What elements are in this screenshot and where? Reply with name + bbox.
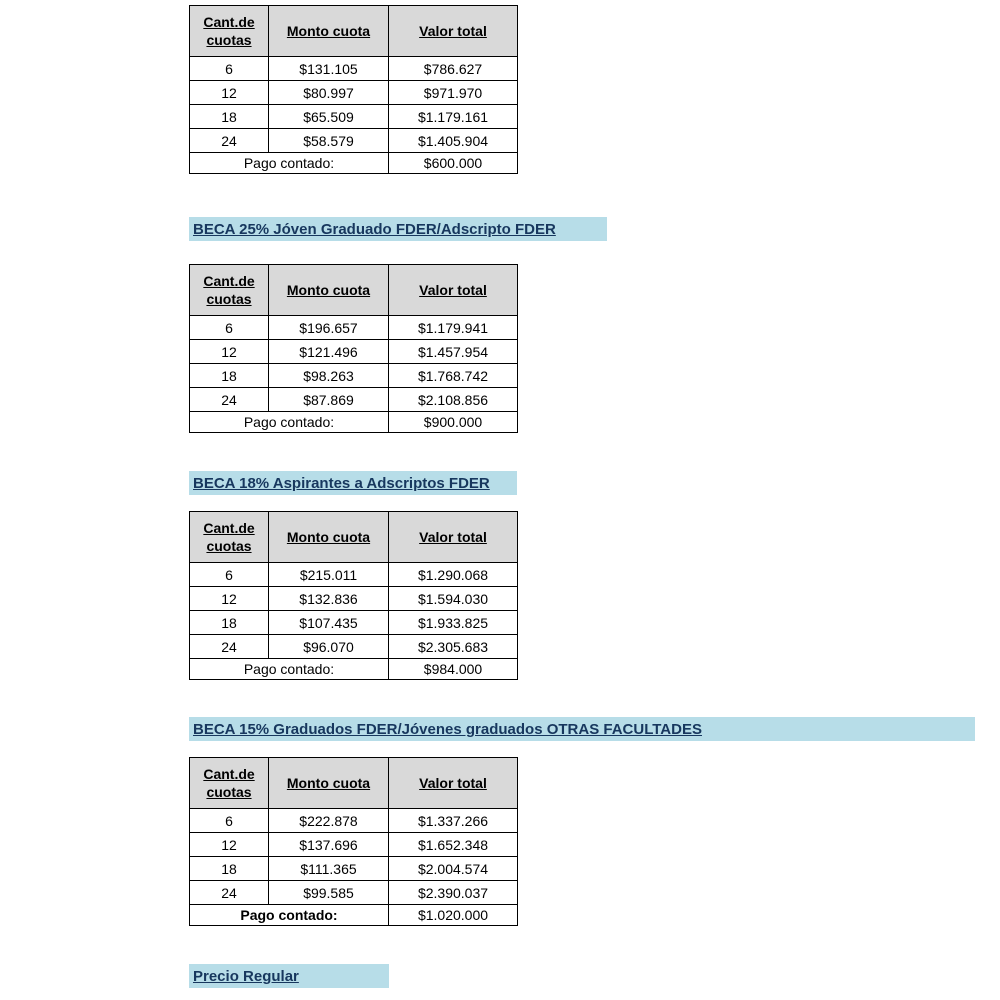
cell-valor: $1.652.348 [389, 833, 518, 857]
cell-monto: $132.836 [269, 587, 389, 611]
header-monto-cuota: Monto cuota [269, 512, 389, 563]
installments-table-1 [189, 5, 518, 174]
cell-cuotas: 6 [190, 57, 269, 81]
cell-valor: $971.970 [389, 81, 518, 105]
cell-cuotas: 12 [190, 587, 269, 611]
cell-cuotas: 18 [190, 857, 269, 881]
table-row [190, 316, 518, 340]
cell-valor: $2.390.037 [389, 881, 518, 905]
table-row [190, 857, 518, 881]
cell-valor: $1.768.742 [389, 364, 518, 388]
table-row [190, 881, 518, 905]
cell-valor: $1.933.825 [389, 611, 518, 635]
installments-table-beca-25 [189, 264, 518, 433]
cell-valor: $786.627 [389, 57, 518, 81]
cell-valor: $1.594.030 [389, 587, 518, 611]
header-cant-cuotas: Cant.de cuotas [190, 512, 269, 563]
cell-valor: $1.405.904 [389, 129, 518, 153]
installments-table-beca-18 [189, 511, 518, 680]
pago-contado-row [190, 659, 518, 680]
cell-valor: $1.179.161 [389, 105, 518, 129]
cell-monto: $196.657 [269, 316, 389, 340]
pago-contado-row [190, 412, 518, 433]
cell-monto: $121.496 [269, 340, 389, 364]
cell-valor: $2.004.574 [389, 857, 518, 881]
table-row [190, 809, 518, 833]
cell-valor: $1.179.941 [389, 316, 518, 340]
header-monto-cuota: Monto cuota [269, 758, 389, 809]
cell-monto: $111.365 [269, 857, 389, 881]
cell-valor: $2.108.856 [389, 388, 518, 412]
cell-cuotas: 18 [190, 611, 269, 635]
cell-monto: $96.070 [269, 635, 389, 659]
table-row [190, 587, 518, 611]
table-row [190, 129, 518, 153]
table-row [190, 388, 518, 412]
header-cant-cuotas: Cant.de cuotas [190, 758, 269, 809]
banner-beca-15: BECA 15% Graduados FDER/Jóvenes graduados OTRAS FACULTADES [189, 717, 975, 741]
cell-monto: $99.585 [269, 881, 389, 905]
cell-cuotas: 24 [190, 635, 269, 659]
pago-contado-row [190, 905, 518, 926]
cell-cuotas: 24 [190, 129, 269, 153]
table-row [190, 364, 518, 388]
table-header-row [190, 512, 518, 563]
cell-valor: $1.290.068 [389, 563, 518, 587]
cell-cuotas: 24 [190, 881, 269, 905]
table-row [190, 635, 518, 659]
cell-cuotas: 6 [190, 563, 269, 587]
table-header-row [190, 6, 518, 57]
pago-contado-valor: $900.000 [389, 412, 518, 433]
cell-cuotas: 6 [190, 809, 269, 833]
installments-table-beca-15 [189, 757, 518, 926]
table-header-row [190, 265, 518, 316]
header-monto-cuota: Monto cuota [269, 265, 389, 316]
table-row [190, 833, 518, 857]
cell-monto: $222.878 [269, 809, 389, 833]
cell-monto: $65.509 [269, 105, 389, 129]
table-row [190, 81, 518, 105]
table-row [190, 340, 518, 364]
banner-beca-25: BECA 25% Jóven Graduado FDER/Adscripto FDER [189, 217, 607, 241]
cell-valor: $2.305.683 [389, 635, 518, 659]
cell-cuotas: 12 [190, 833, 269, 857]
header-monto-cuota: Monto cuota [269, 6, 389, 57]
cell-monto: $137.696 [269, 833, 389, 857]
pago-contado-valor: $984.000 [389, 659, 518, 680]
pago-contado-valor: $1.020.000 [389, 905, 518, 926]
cell-valor: $1.337.266 [389, 809, 518, 833]
cell-valor: $1.457.954 [389, 340, 518, 364]
pago-contado-label: Pago contado: [190, 905, 389, 926]
header-cant-cuotas: Cant.de cuotas [190, 265, 269, 316]
pago-contado-row [190, 153, 518, 174]
cell-monto: $131.105 [269, 57, 389, 81]
header-cant-cuotas: Cant.de cuotas [190, 6, 269, 57]
banner-precio-regular: Precio Regular [189, 964, 389, 988]
cell-cuotas: 18 [190, 364, 269, 388]
cell-monto: $87.869 [269, 388, 389, 412]
header-valor-total: Valor total [389, 265, 518, 316]
banner-beca-18: BECA 18% Aspirantes a Adscriptos FDER [189, 471, 517, 495]
pago-contado-label: Pago contado: [190, 412, 389, 433]
table-row [190, 563, 518, 587]
cell-monto: $80.997 [269, 81, 389, 105]
cell-cuotas: 6 [190, 316, 269, 340]
cell-cuotas: 18 [190, 105, 269, 129]
cell-cuotas: 12 [190, 81, 269, 105]
cell-cuotas: 12 [190, 340, 269, 364]
table-header-row [190, 758, 518, 809]
cell-monto: $58.579 [269, 129, 389, 153]
pago-contado-label: Pago contado: [190, 153, 389, 174]
cell-monto: $215.011 [269, 563, 389, 587]
header-valor-total: Valor total [389, 512, 518, 563]
pago-contado-label: Pago contado: [190, 659, 389, 680]
pago-contado-valor: $600.000 [389, 153, 518, 174]
header-valor-total: Valor total [389, 6, 518, 57]
cell-monto: $98.263 [269, 364, 389, 388]
header-valor-total: Valor total [389, 758, 518, 809]
cell-monto: $107.435 [269, 611, 389, 635]
table-row [190, 57, 518, 81]
table-row [190, 611, 518, 635]
cell-cuotas: 24 [190, 388, 269, 412]
table-row [190, 105, 518, 129]
